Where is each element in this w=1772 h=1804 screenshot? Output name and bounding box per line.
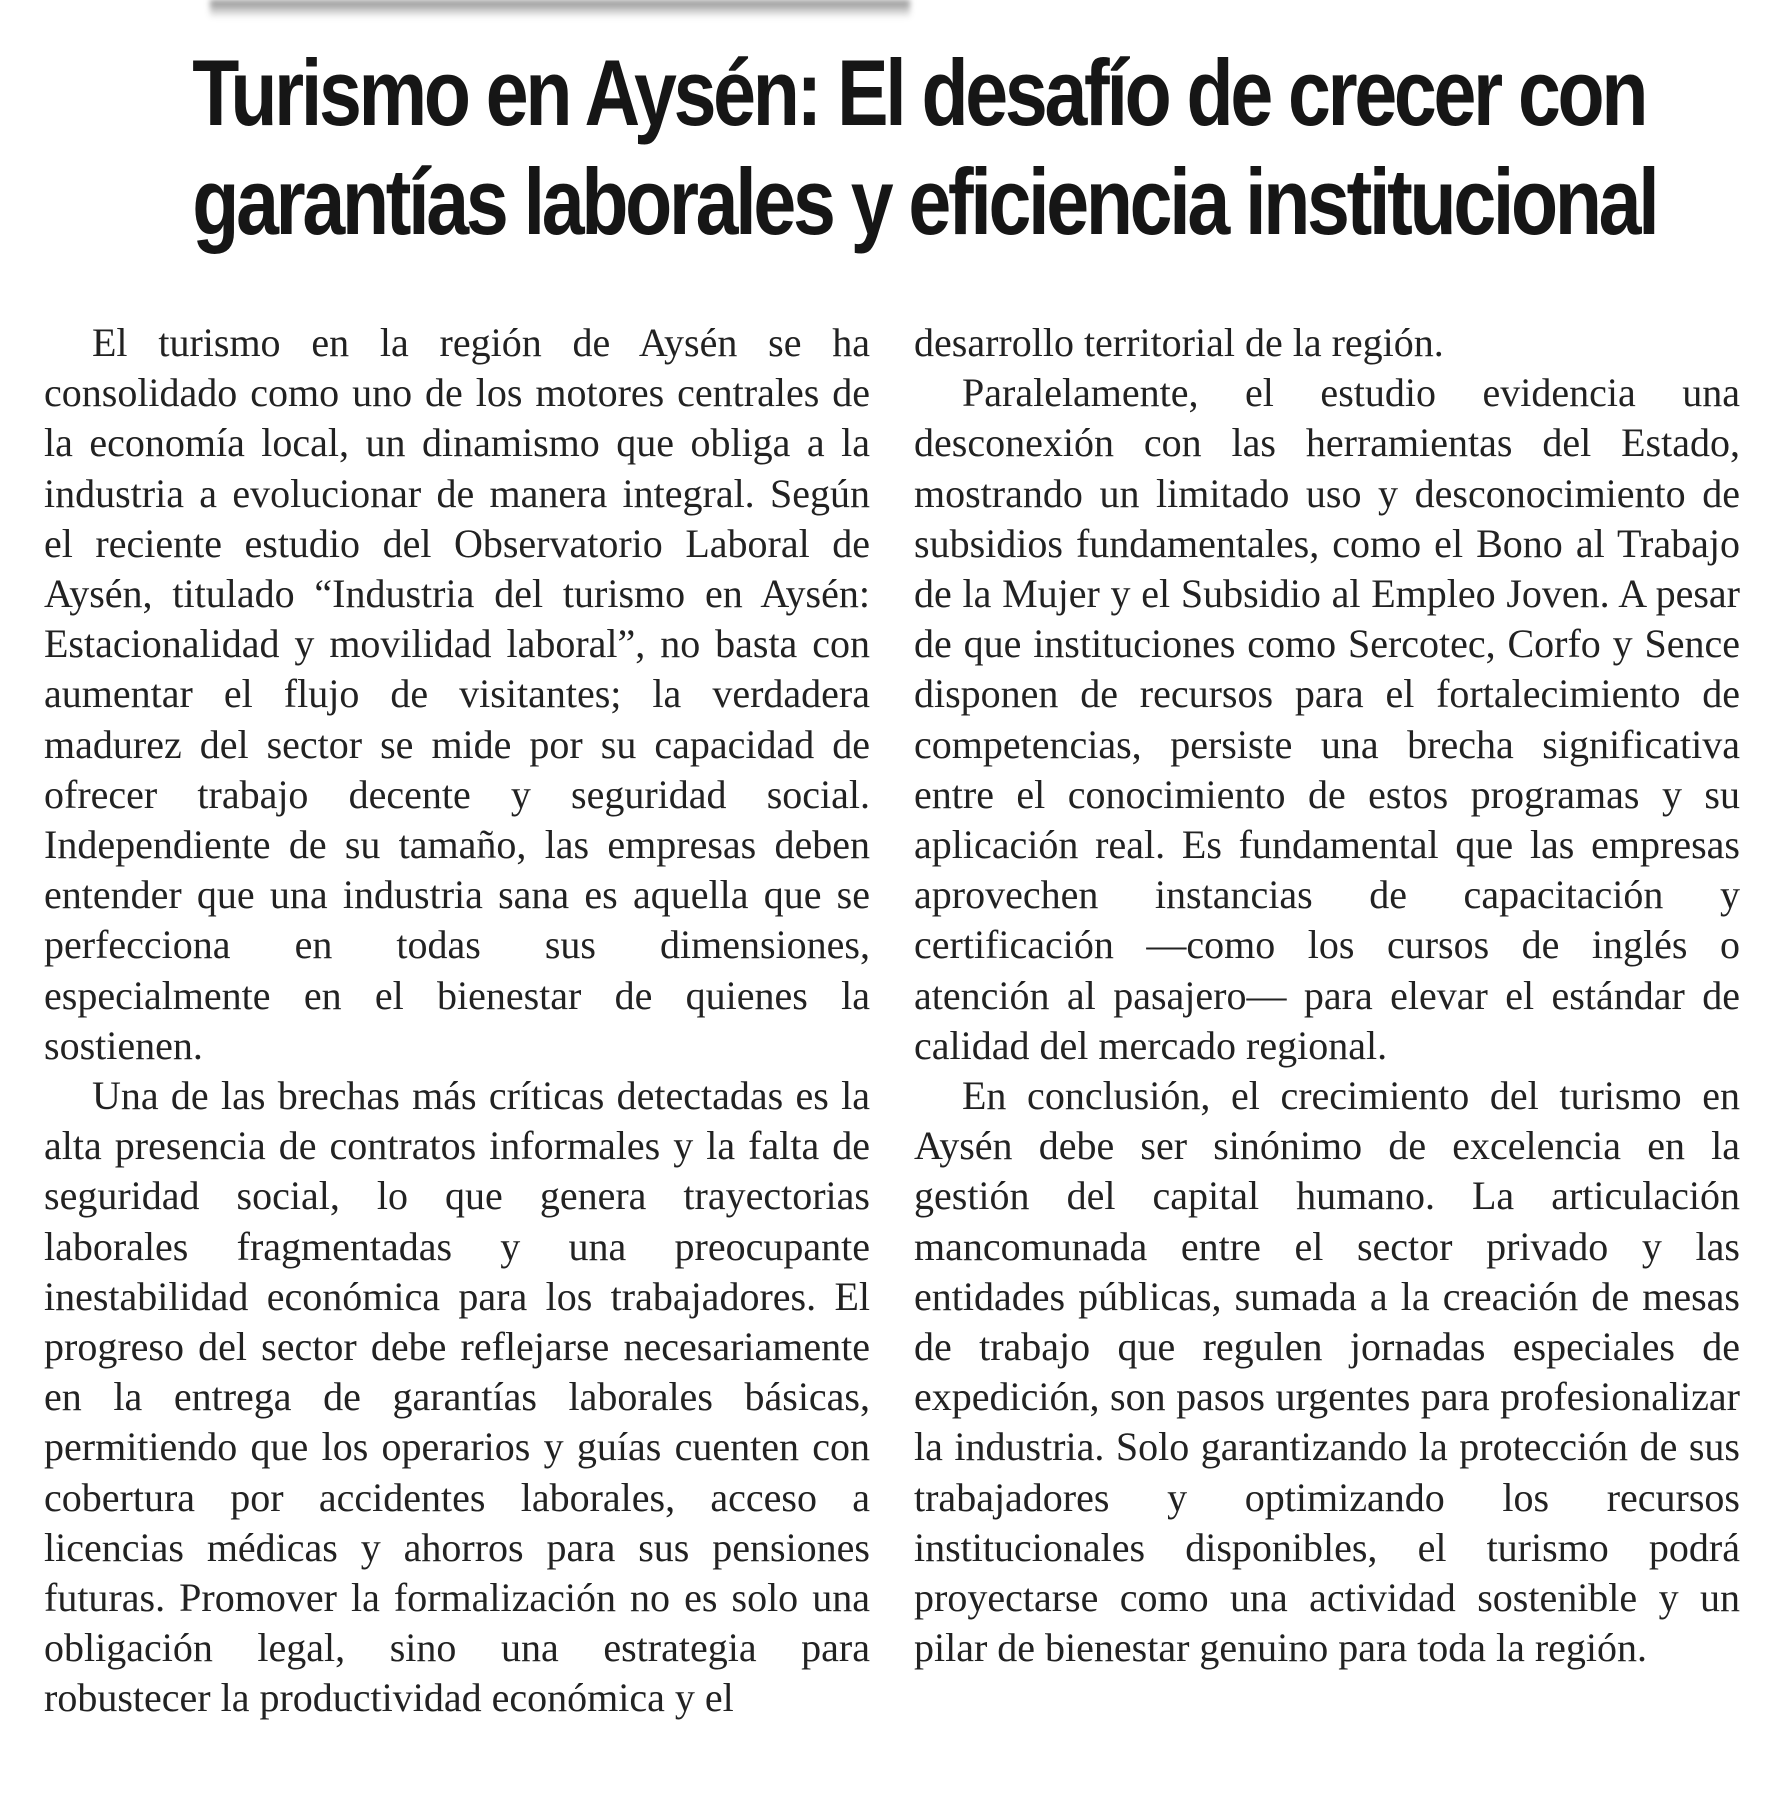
paragraph-informality: Una de las brechas más críticas detectadas es la alta presencia de contratos informales y la falta de seguridad social, lo que genera trayectorias laborales fragmentadas y una preocupante inestabilidad económica para los trabajadores. El progreso del sector debe reflejarse necesariamente en la entrega de garantías laborales básicas, permitiendo que los operarios y guías cuenten con cobertura por accidentes laborales, acceso a licencias médicas y ahorros para sus pensiones futuras. Promover la formalización no es solo una obligación legal, sino una estrategia para robustecer la productividad económica y el	[44, 1073, 870, 1721]
paragraph-conclusion: En conclusión, el crecimiento del turismo en Aysén debe ser sinónimo de excelencia en la gestión del capital humano. La articulación mancomunada entre el sector privado y las entidades públicas, sumada a la creación de mesas de trabajo que regulen jornadas especiales de expedición, son pasos urgentes para profesionalizar la industria. Solo garantizando la protección de sus trabajadores y optimizando los recursos institucionales disponibles, el turismo podrá proyectarse como una actividad sostenible y un pilar de bienestar genuino para toda la región.	[914, 1073, 1740, 1671]
headline-line-2: garantías laborales y eficiencia institucional	[192, 149, 1657, 254]
paragraph-continuation: desarrollo territorial de la región.	[914, 320, 1444, 365]
cropped-previous-headline	[210, 0, 910, 18]
paragraph-intro: El turismo en la región de Aysén se ha consolidado como uno de los motores centrales de la economía local, un dinamismo que obliga a la industria a evolucionar de manera integral. Según el reciente estudio del Observatorio Laboral de Aysén, titulado “Industria del turismo en Aysén: Estacionalidad y movilidad laboral”, no basta con aumentar el flujo de visitantes; la verdadera madurez del sector se mide por su capacidad de ofrecer trabajo decente y seguridad social. Independiente de su tamaño, las empresas deben entender que una industria sana es aquella que se perfecciona en todas sus dimensiones, especialmente en el bienestar de quienes la sostienen.	[44, 320, 870, 1068]
article-column-left	[44, 318, 870, 1724]
article-column-right	[914, 318, 1740, 1673]
headline-line-1: Turismo en Aysén: El desafío de crecer con	[192, 40, 1646, 145]
paragraph-state-tools: Paralelamente, el estudio evidencia una desconexión con las herramientas del Estado, mostrando un limitado uso y desconocimiento de subsidios fundamentales, como el Bono al Trabajo de la Mujer y el Subsidio al Empleo Joven. A pesar de que instituciones como Sercotec, Corfo y Sence disponen de recursos para el fortalecimiento de competencias, persiste una brecha significativa entre el conocimiento de estos programas y su aplicación real. Es fundamental que las empresas aprovechen instancias de capacitación y certificación —como los cursos de inglés o atención al pasajero— para elevar el estándar de calidad del mercado regional.	[914, 370, 1740, 1068]
article-headline	[192, 38, 1657, 256]
